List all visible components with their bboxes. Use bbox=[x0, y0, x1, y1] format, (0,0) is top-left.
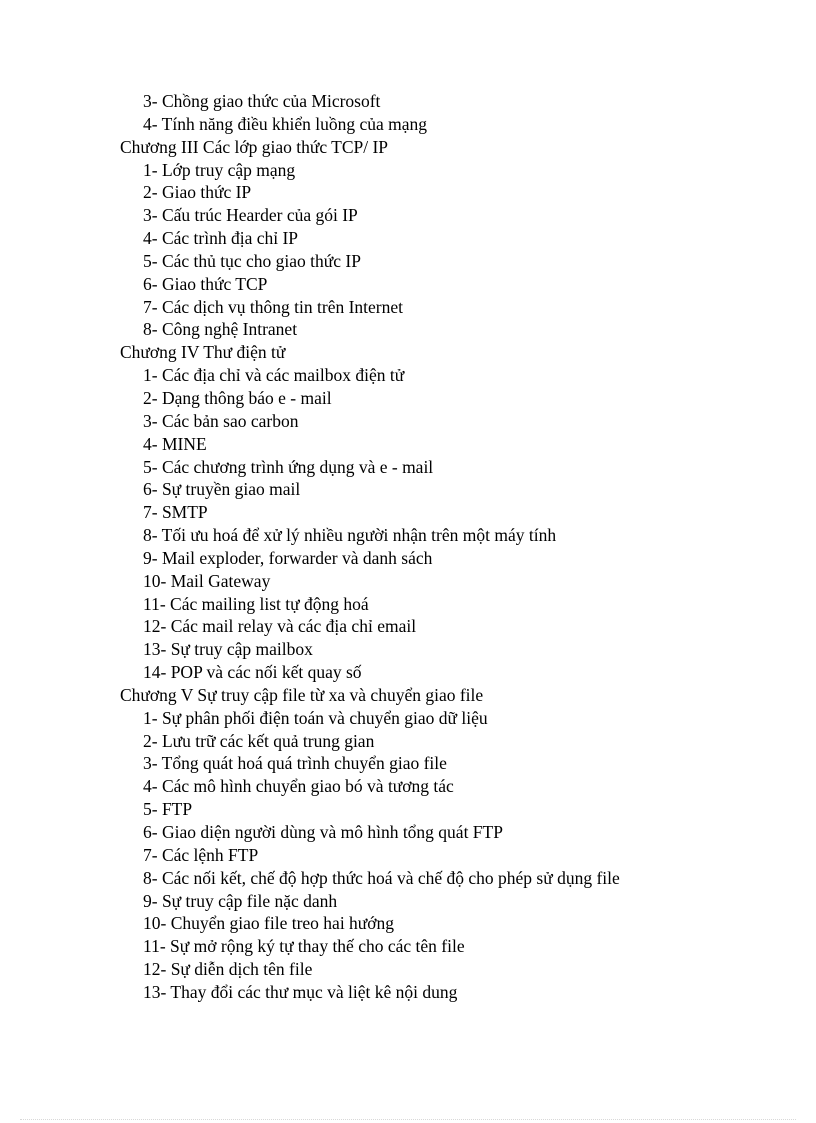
section-item: 5- FTP bbox=[143, 799, 193, 820]
section-item: 3- Cấu trúc Hearder của gói IP bbox=[143, 205, 358, 226]
section-item: 4- Các trình địa chỉ IP bbox=[143, 228, 299, 249]
section-item: 12- Sự diễn dịch tên file bbox=[143, 959, 313, 980]
section-item: 6- Sự truyền giao mail bbox=[143, 479, 301, 500]
section-item: 1- Lớp truy cập mạng bbox=[143, 159, 296, 180]
chapter-heading: Chương V Sự truy cập file từ xa và chuyển giao file bbox=[120, 684, 484, 705]
chapter-heading: Chương IV Thư điện tử bbox=[120, 342, 286, 363]
chapter-heading: Chương III Các lớp giao thức TCP/ IP bbox=[120, 136, 389, 157]
section-item: 4- MINE bbox=[143, 433, 207, 454]
page-bottom-border bbox=[20, 1119, 796, 1120]
section-item: 6- Giao thức TCP bbox=[143, 273, 268, 294]
section-item: 9- Sự truy cập file nặc danh bbox=[143, 890, 338, 911]
section-item: 4- Các mô hình chuyển giao bó và tương tác bbox=[143, 776, 454, 797]
section-item: 8- Công nghệ Intranet bbox=[143, 319, 298, 340]
table-of-contents bbox=[0, 90, 816, 1004]
section-item: 10- Chuyển giao file treo hai hướng bbox=[143, 913, 395, 934]
section-item: 2- Dạng thông báo e - mail bbox=[143, 387, 332, 408]
section-item: 11- Các mailing list tự động hoá bbox=[143, 593, 369, 614]
section-item: 2- Lưu trữ các kết quả trung gian bbox=[143, 730, 375, 751]
section-item: 8- Tối ưu hoá để xử lý nhiều người nhận trên một máy tính bbox=[143, 525, 557, 546]
section-item: 1- Sự phân phối điện toán và chuyển giao dữ liệu bbox=[143, 707, 488, 728]
section-item: 5- Các chương trình ứng dụng và e - mail bbox=[143, 456, 434, 477]
section-item: 13- Thay đổi các thư mục và liệt kê nội dung bbox=[143, 981, 458, 1002]
section-item: 11- Sự mở rộng ký tự thay thế cho các tên file bbox=[143, 936, 465, 957]
section-item: 1- Các địa chỉ và các mailbox điện tử bbox=[143, 365, 405, 386]
section-item: 2- Giao thức IP bbox=[143, 182, 252, 203]
section-item: 7- Các lệnh FTP bbox=[143, 844, 259, 865]
section-item: 3- Chồng giao thức của Microsoft bbox=[143, 91, 381, 111]
section-item: 10- Mail Gateway bbox=[143, 570, 271, 591]
section-item: 7- Các dịch vụ thông tin trên Internet bbox=[143, 296, 403, 317]
section-item: 7- SMTP bbox=[143, 502, 208, 523]
section-item: 14- POP và các nối kết quay số bbox=[143, 662, 362, 683]
section-item: 8- Các nối kết, chế độ hợp thức hoá và chế độ cho phép sử dụng file bbox=[143, 867, 620, 888]
section-item: 4- Tính năng điều khiển luồng của mạng bbox=[143, 113, 427, 134]
section-item: 13- Sự truy cập mailbox bbox=[143, 639, 313, 660]
section-item: 3- Các bản sao carbon bbox=[143, 410, 299, 431]
section-item: 3- Tổng quát hoá quá trình chuyển giao file bbox=[143, 753, 447, 774]
section-item: 6- Giao diện người dùng và mô hình tổng quát FTP bbox=[143, 822, 503, 842]
section-item: 5- Các thủ tục cho giao thức IP bbox=[143, 250, 361, 271]
section-item: 12- Các mail relay và các địa chỉ email bbox=[143, 616, 417, 637]
section-item: 9- Mail exploder, forwarder và danh sách bbox=[143, 547, 433, 568]
